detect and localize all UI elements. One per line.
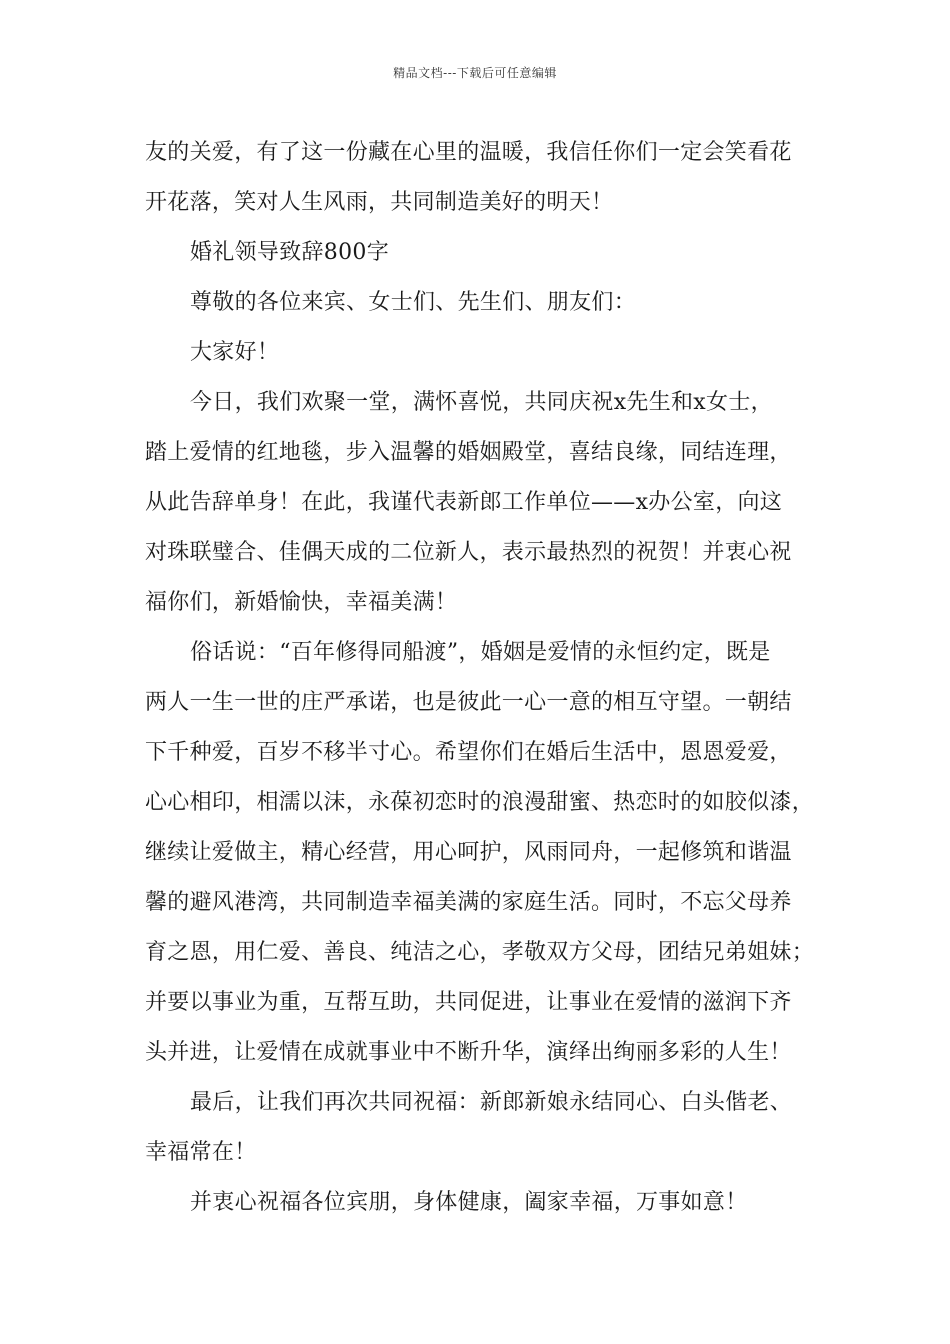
text-line	[145, 1178, 825, 1228]
text-line-content: 并衷心祝福各位宾朋，身体健康，阖家幸福，万事如意！	[190, 1190, 748, 1215]
text-line	[145, 578, 825, 628]
text-line-content: 踏上爱情的红地毯，步入温馨的婚姻殿堂，喜结良缘，同结连理，	[145, 440, 792, 465]
page-header: 精品文档---下载后可任意编辑	[393, 66, 557, 80]
text-line-content: 俗话说：“百年修得同船渡”，婚姻是爱情的永恒约定，既是	[190, 640, 771, 665]
text-line	[145, 1028, 825, 1078]
text-line	[145, 128, 825, 178]
text-line-content: 并要以事业为重，互帮互助，共同促进，让事业在爱情的滋润下齐	[145, 990, 792, 1015]
text-line	[145, 178, 825, 228]
text-line	[145, 1128, 825, 1178]
text-line-content: 福你们，新婚愉快，幸福美满！	[145, 590, 458, 615]
text-line-content: 心心相印，相濡以沫，永葆初恋时的浪漫甜蜜、热恋时的如胶似漆，	[145, 790, 815, 815]
text-line-content: 大家好！	[190, 340, 280, 365]
text-line-content: 头并进，让爱情在成就事业中不断升华，演绎出绚丽多彩的人生！	[145, 1040, 792, 1065]
text-line	[145, 528, 825, 578]
text-line-content: 从此告辞单身！在此，我谨代表新郎工作单位——x办公室，向这	[145, 490, 783, 515]
text-line-content: 婚礼领导致辞800字	[190, 240, 389, 265]
text-line	[145, 278, 825, 328]
text-line-content: 幸福常在！	[145, 1140, 257, 1165]
text-line	[145, 728, 825, 778]
text-line-content: 最后，让我们再次共同祝福：新郎新娘永结同心、白头偕老、	[190, 1090, 793, 1115]
text-line-content: 开花落，笑对人生风雨，共同制造美好的明天！	[145, 190, 614, 215]
text-line-content: 继续让爱做主，精心经营，用心呵护，风雨同舟，一起修筑和谐温	[145, 840, 792, 865]
text-line-content: 下千种爱，百岁不移半寸心。希望你们在婚后生活中，恩恩爱爱，	[145, 740, 792, 765]
text-line	[145, 228, 825, 278]
text-line	[145, 978, 825, 1028]
text-line	[145, 828, 825, 878]
text-line	[145, 428, 825, 478]
text-line-content: 馨的避风港湾，共同制造幸福美满的家庭生活。同时，不忘父母养	[145, 890, 792, 915]
text-line	[145, 678, 825, 728]
text-line-content: 育之恩，用仁爱、善良、纯洁之心，孝敬双方父母，团结兄弟姐妹；	[145, 940, 815, 965]
text-line	[145, 878, 825, 928]
text-line	[145, 378, 825, 428]
text-line	[145, 328, 825, 378]
text-line-content: 两人一生一世的庄严承诺，也是彼此一心一意的相互守望。一朝结	[145, 690, 792, 715]
text-line	[145, 1078, 825, 1128]
text-line	[145, 928, 825, 978]
text-line-content: 尊敬的各位来宾、女士们、先生们、朋友们：	[190, 290, 637, 315]
text-line-content: 今日，我们欢聚一堂，满怀喜悦，共同庆祝x先生和x女士，	[190, 390, 773, 415]
text-line-content: 友的关爱，有了这一份藏在心里的温暖，我信任你们一定会笑看花	[145, 140, 792, 165]
text-line	[145, 778, 825, 828]
text-line	[145, 628, 825, 678]
text-line	[145, 478, 825, 528]
text-line-content: 对珠联璧合、佳偶天成的二位新人，表示最热烈的祝贺！并衷心祝	[145, 540, 792, 565]
document-body	[145, 128, 825, 1228]
